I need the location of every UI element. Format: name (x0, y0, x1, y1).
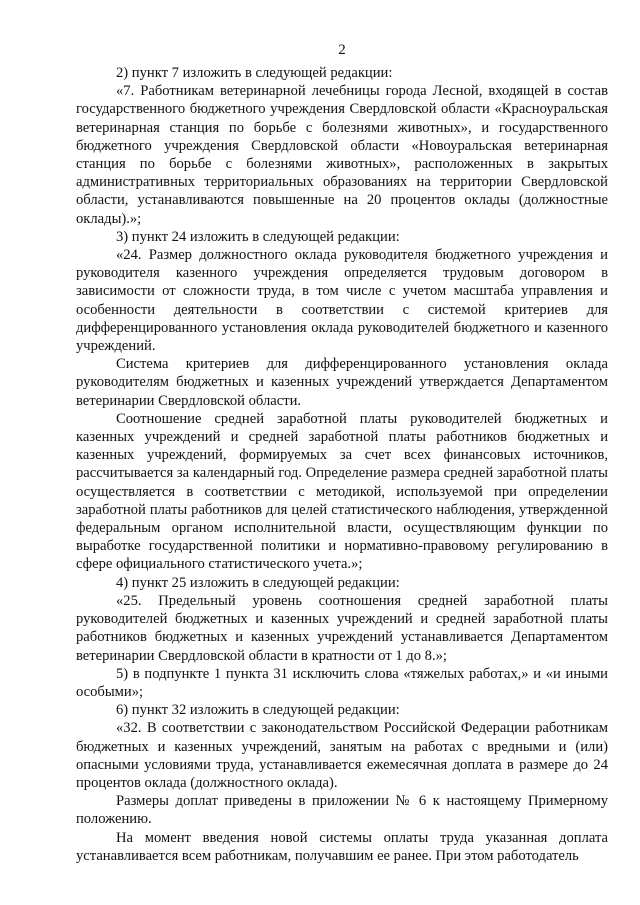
paragraph-salary-ratio: Соотношение средней заработной платы руководителей бюджетных и казенных учреждений и средней заработной платы работников бюджетных и казенных учреждений, формируемых за счет всех финансовых источников, рассчитывается за календарный год. Определение размера средней заработной платы осуществляется в соответствии с методикой, используемой при определении заработной платы работников для целей статистического наблюдения, утвержденной федеральным органом исполнительной власти, осуществляющим функции по выработке государственной политики и нормативно-правовому регулированию в сфере официального статистического учета.»; (76, 410, 608, 573)
paragraph-point-24-text: «24. Размер должностного оклада руководителя бюджетного учреждения и руководителя казенного учреждения определяется трудовым договором в зависимости от сложности труда, в том числе с учетом масштаба управления и особенности деятельности в соответствии с системой критериев для дифференцированного установления оклада руководителей бюджетного и казенного учреждений. (76, 247, 608, 355)
paragraph-new-pay-system: На момент введения новой системы оплаты труда указанная доплата устанавливается всем работникам, получавшим ее ранее. При этом работодатель (76, 829, 608, 864)
paragraph-point-25-text: «25. Предельный уровень соотношения средней заработной платы руководителей бюджетных и казенных учреждений и средней заработной платы работников бюджетных и казенных учреждений устанавливается Департаментом ветеринарии Свердловской области в кратности от 1 до 8.»; (76, 592, 608, 664)
paragraph-point-32-text: «32. В соответствии с законодательством Российской Федерации работникам бюджетных и казенных учреждений, занятым на работах с вредными и (или) опасными условиями труда, устанавливается ежемесячная доплата в размере до 24 процентов оклада (должностного оклада). (76, 720, 608, 791)
paragraph-criteria-system: Система критериев для дифференцированного установления оклада руководителям бюджетных и казенных учреждений утверждается Департаментом ветеринарии Свердловской области. (76, 356, 608, 409)
paragraph-item-3-header: 3) пункт 24 изложить в следующей редакции: (116, 228, 400, 245)
paragraph-item-5: 5) в подпункте 1 пункта 31 исключить слова «тяжелых работах,» и «и иными особыми»; (76, 665, 608, 700)
paragraph-point-7-text: «7. Работникам ветеринарной лечебницы города Лесной, входящей в состав государственного бюджетного учреждения Свердловской области «Красноуральская ветеринарная станция по борьбе с болезнями животных», и государственного бюджетного учреждения Свердловской области «Новоуральская ветеринарная станция по борьбе с болезнями животных», расположенных в закрытых административных территориальных образованиях на территории Свердловской области, устанавливаются повышенные на 20 процентов оклады (должностные оклады).»; (76, 83, 608, 227)
page-number: 2 (338, 42, 346, 58)
paragraph-item-2-header: 2) пункт 7 изложить в следующей редакции: (116, 65, 393, 81)
paragraph-item-4-header: 4) пункт 25 изложить в следующей редакции: (116, 574, 400, 591)
paragraph-item-6-header: 6) пункт 32 изложить в следующей редакции: (116, 702, 400, 719)
paragraph-appendix-6: Размеры доплат приведены в приложении № 6 к настоящему Примерному положению. (76, 793, 608, 828)
